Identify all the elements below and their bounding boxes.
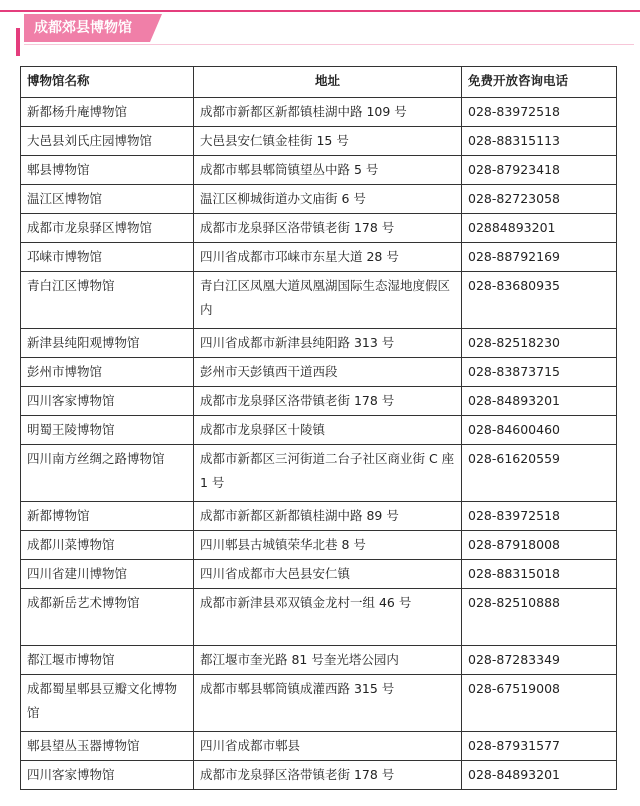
museum-phone-cell: 028-88315018 — [462, 560, 617, 589]
museum-name-cell: 新都博物馆 — [21, 502, 194, 531]
museum-phone-cell: 028-61620559 — [462, 445, 617, 502]
table-row — [21, 589, 617, 646]
museum-phone-cell: 028-83972518 — [462, 502, 617, 531]
museum-address-cell: 都江堰市奎光路 81 号奎光塔公园内 — [194, 646, 462, 675]
museum-address-cell: 成都市龙泉驿区洛带镇老街 178 号 — [194, 214, 462, 243]
museum-phone-cell: 028-84600460 — [462, 416, 617, 445]
museum-phone-cell: 028-82518230 — [462, 329, 617, 358]
table-row — [21, 243, 617, 272]
museum-address-cell: 温江区柳城街道办文庙街 6 号 — [194, 185, 462, 214]
museum-address-cell: 四川省成都市邛崃市东星大道 28 号 — [194, 243, 462, 272]
table-row — [21, 531, 617, 560]
museum-name-cell: 四川客家博物馆 — [21, 387, 194, 416]
museum-address-cell: 成都市新都区新都镇桂湖中路 109 号 — [194, 98, 462, 127]
museum-phone-cell: 028-82723058 — [462, 185, 617, 214]
museum-phone-cell: 028-83972518 — [462, 98, 617, 127]
museum-phone-cell: 02884893201 — [462, 214, 617, 243]
museum-address-cell: 四川省成都市郫县 — [194, 732, 462, 761]
museum-name-cell: 成都蜀星郫县豆瓣文化博物馆 — [21, 675, 194, 732]
museum-phone-cell: 028-67519008 — [462, 675, 617, 732]
museum-phone-cell: 028-84893201 — [462, 387, 617, 416]
table-row — [21, 329, 617, 358]
header-address: 地址 — [194, 67, 462, 98]
table-row — [21, 732, 617, 761]
museum-address-cell: 成都市郫县郫筒镇望丛中路 5 号 — [194, 156, 462, 185]
table-row — [21, 214, 617, 243]
museum-name-cell: 大邑县刘氏庄园博物馆 — [21, 127, 194, 156]
museum-phone-cell: 028-84893201 — [462, 761, 617, 790]
table-row — [21, 156, 617, 185]
museum-phone-cell: 028-87283349 — [462, 646, 617, 675]
museum-address-cell: 成都市新都区三河街道二台子社区商业街 C 座 1 号 — [194, 445, 462, 502]
table-row — [21, 560, 617, 589]
museum-name-cell: 邛崃市博物馆 — [21, 243, 194, 272]
museum-address-cell: 成都市龙泉驿区十陵镇 — [194, 416, 462, 445]
museum-address-cell: 四川省成都市大邑县安仁镇 — [194, 560, 462, 589]
museum-name-cell: 郫县望丛玉器博物馆 — [21, 732, 194, 761]
section-title-tail — [150, 14, 162, 42]
museum-phone-cell: 028-87923418 — [462, 156, 617, 185]
museum-address-cell: 成都市新津县邓双镇金龙村一组 46 号 — [194, 589, 462, 646]
table-row — [21, 358, 617, 387]
table-row — [21, 502, 617, 531]
museum-phone-cell: 028-87931577 — [462, 732, 617, 761]
museum-name-cell: 青白江区博物馆 — [21, 272, 194, 329]
museum-phone-cell: 028-83680935 — [462, 272, 617, 329]
museum-name-cell: 新津县纯阳观博物馆 — [21, 329, 194, 358]
museum-name-cell: 四川客家博物馆 — [21, 761, 194, 790]
section-header — [8, 14, 632, 42]
museum-name-cell: 都江堰市博物馆 — [21, 646, 194, 675]
museum-address-cell: 四川省成都市新津县纯阳路 313 号 — [194, 329, 462, 358]
museum-address-cell: 成都市郫县郫筒镇成灌西路 315 号 — [194, 675, 462, 732]
museum-name-cell: 新都杨升庵博物馆 — [21, 98, 194, 127]
table-row — [21, 646, 617, 675]
table-row — [21, 185, 617, 214]
table-row — [21, 98, 617, 127]
table-row — [21, 445, 617, 502]
museum-phone-cell: 028-83873715 — [462, 358, 617, 387]
table-row — [21, 675, 617, 732]
table-row — [21, 272, 617, 329]
museum-address-cell: 青白江区凤凰大道凤凰湖国际生态湿地度假区内 — [194, 272, 462, 329]
museum-address-cell: 四川郫县古城镇荣华北巷 8 号 — [194, 531, 462, 560]
top-divider — [0, 10, 640, 12]
museum-address-cell: 大邑县安仁镇金桂街 15 号 — [194, 127, 462, 156]
museum-name-cell: 成都市龙泉驿区博物馆 — [21, 214, 194, 243]
section-title: 成都郊县博物馆 — [24, 14, 150, 42]
table-row — [21, 416, 617, 445]
header-name: 博物馆名称 — [21, 67, 194, 98]
museum-name-cell: 彭州市博物馆 — [21, 358, 194, 387]
museum-name-cell: 成都川菜博物馆 — [21, 531, 194, 560]
museum-name-cell: 成都新岳艺术博物馆 — [21, 589, 194, 646]
museum-phone-cell: 028-88792169 — [462, 243, 617, 272]
museum-phone-cell: 028-87918008 — [462, 531, 617, 560]
museum-table — [20, 66, 617, 790]
table-row — [21, 387, 617, 416]
museum-address-cell: 彭州市天彭镇西干道西段 — [194, 358, 462, 387]
table-row — [21, 761, 617, 790]
header-underline — [24, 44, 634, 45]
museum-address-cell: 成都市新都区新都镇桂湖中路 89 号 — [194, 502, 462, 531]
museum-name-cell: 四川省建川博物馆 — [21, 560, 194, 589]
museum-name-cell: 温江区博物馆 — [21, 185, 194, 214]
museum-name-cell: 明蜀王陵博物馆 — [21, 416, 194, 445]
table-row — [21, 127, 617, 156]
header-phone: 免费开放咨询电话 — [462, 67, 617, 98]
museum-address-cell: 成都市龙泉驿区洛带镇老街 178 号 — [194, 387, 462, 416]
museum-phone-cell: 028-88315113 — [462, 127, 617, 156]
table-header-row — [21, 67, 617, 98]
museum-name-cell: 郫县博物馆 — [21, 156, 194, 185]
museum-name-cell: 四川南方丝绸之路博物馆 — [21, 445, 194, 502]
museum-phone-cell: 028-82510888 — [462, 589, 617, 646]
header-accent — [16, 28, 20, 56]
museum-address-cell: 成都市龙泉驿区洛带镇老街 178 号 — [194, 761, 462, 790]
